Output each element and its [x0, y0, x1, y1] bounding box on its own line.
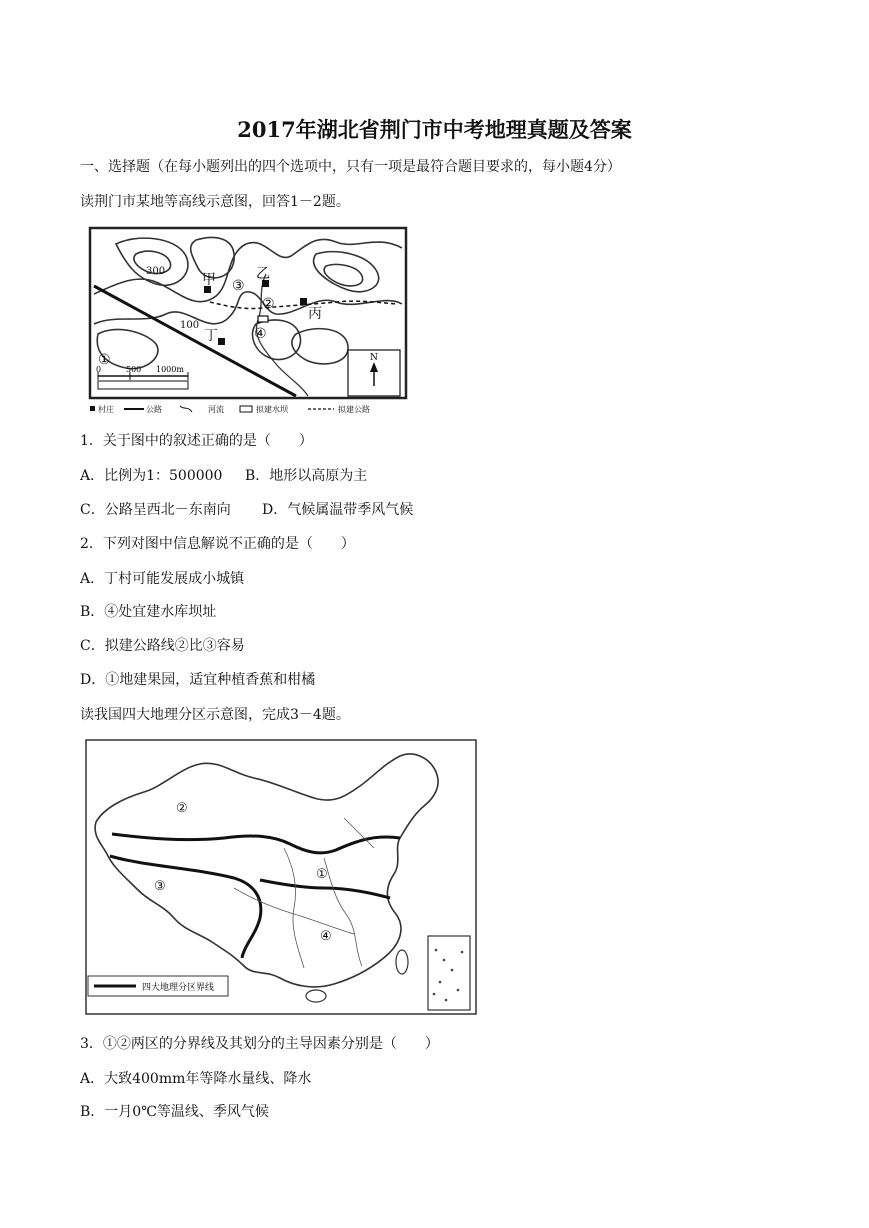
- q2-option-a: A．丁村可能发展成小城镇: [80, 571, 245, 587]
- contour-map: [86, 224, 412, 420]
- q2-stem: 2．下列对图中信息解说不正确的是（ ）: [80, 536, 355, 552]
- q2-option-d: D．①地建果园，适宜种植香蕉和柑橘: [80, 672, 316, 688]
- region-label-2: ②: [176, 801, 188, 816]
- legend-planned-road: 拟建公路: [338, 405, 370, 414]
- label-point-2: ②: [262, 296, 275, 312]
- region-label-3: ③: [154, 879, 166, 894]
- scale-label-0: 0: [96, 365, 102, 374]
- china-regions-map-figure: [84, 738, 480, 1018]
- contour-label-300: 300: [146, 266, 166, 277]
- page-title: 2017年湖北省荆门市中考地理真题及答案: [237, 117, 632, 142]
- map-legend: [90, 404, 370, 414]
- planned-dam: [258, 316, 268, 322]
- village-ding: [218, 338, 225, 345]
- q1-option-d: D．气候属温带季风气候: [262, 502, 414, 518]
- south-china-sea-inset: [428, 936, 470, 1010]
- north-arrow: [348, 350, 400, 396]
- label-point-4: ④: [254, 326, 267, 342]
- intro-1: 读荆门市某地等高线示意图，回答1－2题。: [80, 194, 350, 210]
- label-point-3: ③: [232, 278, 245, 294]
- region-label-1: ①: [316, 867, 328, 882]
- q1-option-b: B．地形以高原为主: [245, 468, 368, 484]
- q1-option-a: A．比例为1：500000: [80, 468, 223, 484]
- contour-map-figure: [86, 224, 412, 420]
- legend-road: 公路: [146, 405, 162, 414]
- label-yi: 乙: [256, 266, 270, 282]
- label-point-1: ①: [98, 352, 111, 368]
- legend-boundary-label: 四大地理分区界线: [142, 983, 215, 993]
- intro-2: 读我国四大地理分区示意图，完成3－4题。: [80, 707, 350, 723]
- scale-label-500: 500: [126, 365, 142, 374]
- china-regions-map: [84, 738, 480, 1018]
- map2-legend: [88, 976, 228, 996]
- q1-stem: 1．关于图中的叙述正确的是（ ）: [80, 433, 313, 449]
- label-jia: 甲: [202, 272, 216, 288]
- q3-option-a: A．大致400mm年等降水量线、降水: [80, 1071, 312, 1087]
- q2-option-b: B．④处宜建水库坝址: [80, 604, 217, 620]
- region-label-4: ④: [320, 929, 332, 944]
- taiwan-island: [396, 950, 408, 974]
- q3-option-b: B．一月0℃等温线、季风气候: [80, 1104, 269, 1120]
- contour-label-100: 100: [180, 320, 200, 331]
- village-bing: [300, 298, 307, 305]
- q2-option-c: C．拟建公路线②比③容易: [80, 638, 245, 654]
- hainan-island: [306, 990, 326, 1002]
- q1-option-c: C．公路呈西北－东南向: [80, 502, 231, 518]
- legend-village: 村庄: [98, 405, 114, 414]
- label-ding: 丁: [204, 328, 218, 344]
- q3-stem: 3．①②两区的分界线及其划分的主导因素分别是（ ）: [80, 1036, 439, 1052]
- label-bing: 丙: [308, 306, 322, 322]
- scale-label-1000: 1000m: [156, 365, 184, 374]
- legend-river: 河流: [208, 405, 224, 414]
- north-label: N: [370, 353, 378, 363]
- section-heading: 一、选择题（在每小题列出的四个选项中，只有一项是最符合题目要求的，每小题4分）: [80, 159, 621, 175]
- legend-dam: 拟建水坝: [256, 405, 288, 414]
